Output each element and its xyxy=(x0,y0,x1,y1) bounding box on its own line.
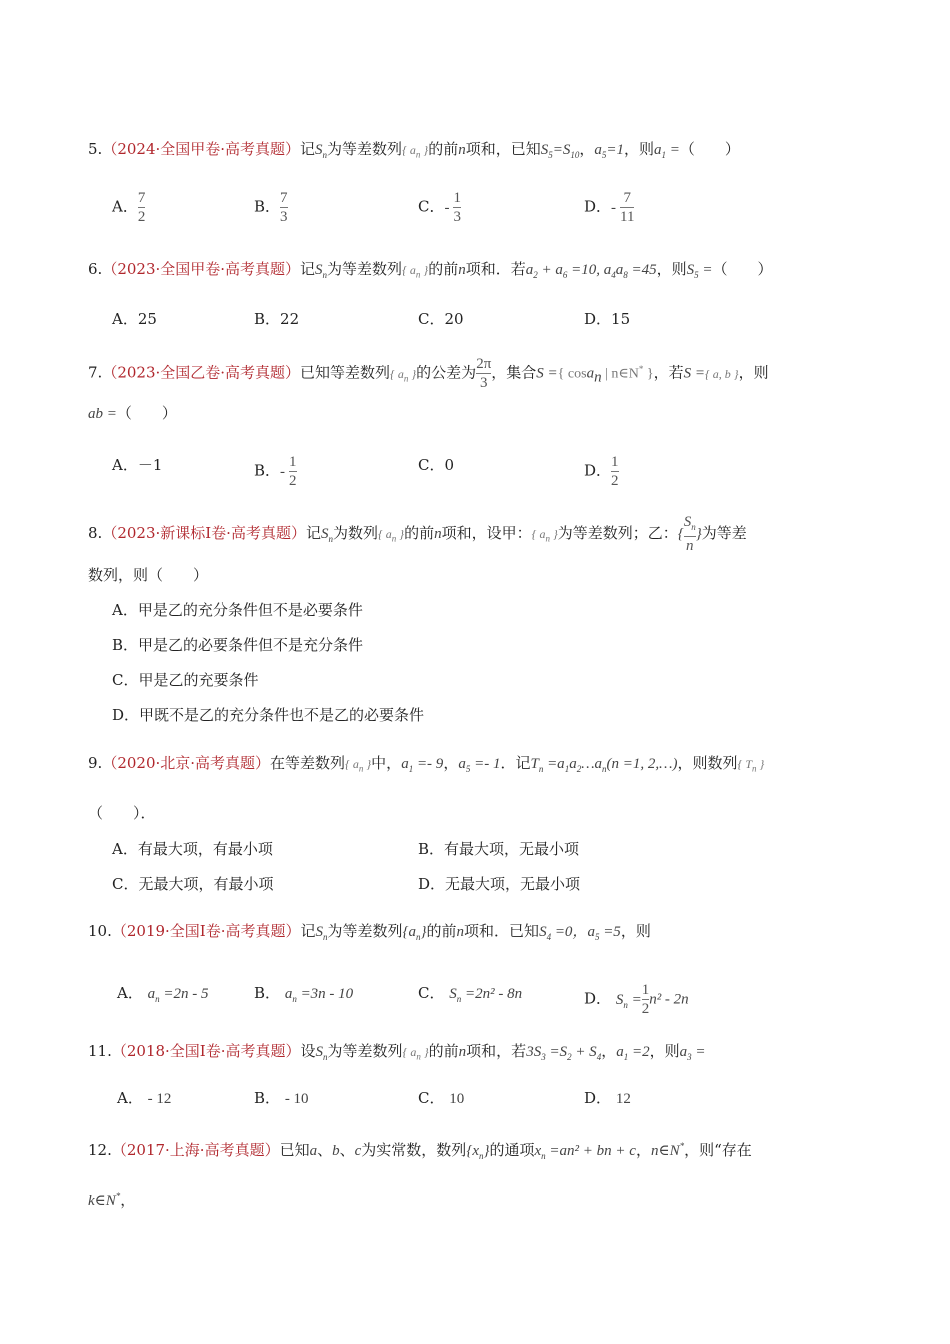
q9-tn: $T_n$ $=a_1a_2\dots a_n(n =1$, 2,…) xyxy=(530,756,678,774)
q10-option-c[interactable]: C． $S_n =2n^2 - 8n$ xyxy=(418,984,523,1004)
q7-option-b[interactable]: B．- $\frac{1}{2}$ xyxy=(254,454,297,489)
q6-option-c[interactable]: C．20 xyxy=(418,310,464,328)
q5-number: 5. xyxy=(88,140,103,158)
q5-ask: $a_1$ = xyxy=(654,142,680,160)
q5-option-d[interactable]: D．- $\frac{7}{11}$ xyxy=(584,190,635,225)
q8-stem: 8.（2023·新课标Ⅰ卷·高考真题）记$S_n$为数列{ $a_n$ }的前n项和，设甲：{ $a_n$ }为等差数列；乙：{ $\frac{S_n}{n}$ }为等差 xyxy=(88,514,747,554)
q11-stem: 11.（2018·全国Ⅰ卷·高考真题）设$S_n$为等差数列{ $a_n$ }的前n项和，若$3S_3 =S_2 + S_4$，$a_1 =2$，则$a_3$ = xyxy=(88,1042,706,1062)
q10-source: （2019·全国Ⅰ卷·高考真题） xyxy=(111,922,301,940)
q5-n: n xyxy=(458,142,466,158)
q8-option-d[interactable]: D．甲既不是乙的充分条件也不是乙的必要条件 xyxy=(112,706,425,724)
q11-source: （2018·全国Ⅰ卷·高考真题） xyxy=(111,1042,301,1060)
q5-source: （2024·全国甲卷·高考真题） xyxy=(102,140,301,158)
q6-condition: $a_2 + a_6 =10$, $a_4a_8 =45$ xyxy=(525,262,657,280)
q7-pi-frac: $\frac{2\pi}{3}$ xyxy=(476,356,492,391)
q12-source: （2017·上海·高考真题） xyxy=(111,1141,280,1159)
q5-option-c[interactable]: C．- $\frac{1}{3}$ xyxy=(418,190,461,225)
q9-stem-line2: （ ）． xyxy=(88,804,156,822)
q7-option-d[interactable]: D． $\frac{1}{2}$ xyxy=(584,454,619,489)
q5-text: 项和，已知 xyxy=(465,140,541,158)
q11-option-d[interactable]: D． 12 xyxy=(584,1089,631,1107)
q9-stem: 9.（2020·北京·高考真题）在等差数列{ $a_n$ }中，$a_1 =- 9$，$a_5 =- 1$．记$T_n$ $=a_1a_2\dots a_n(n =1$, 2,…)，则数列{ $T_n$ } xyxy=(88,754,765,774)
q6-option-b[interactable]: B．22 xyxy=(254,310,300,328)
q7-set: { cosa$_n$ | n∈N* } xyxy=(557,363,654,386)
q5-paren: （ ） xyxy=(679,140,740,158)
q12-stem: 12.（2017·上海·高考真题）已知a、b、c为实常数，数列$\{x_n\}$的通项$x_n =an^2$ + bn + c，n∈N*，则“存在 xyxy=(88,1141,752,1161)
q7-option-c[interactable]: C．0 xyxy=(418,456,455,474)
q5-text: 的前 xyxy=(428,140,459,158)
q5-cond2: $a_5=1$ xyxy=(594,142,624,160)
q7-stem-line2: ab =（ ） xyxy=(88,404,177,422)
q7-option-a[interactable]: A．－1 xyxy=(112,456,163,474)
q5-option-b[interactable]: B． $\frac{7}{3}$ xyxy=(254,190,288,225)
q6-source: （2023·全国甲卷·高考真题） xyxy=(102,260,301,278)
q8-option-a[interactable]: A．甲是乙的充分条件但不是必要条件 xyxy=(112,601,363,619)
q5-an: { $a_n$ } xyxy=(402,143,429,160)
q10-stem: 10.（2019·全国Ⅰ卷·高考真题）记$S_n$为等差数列$\{a_n\}$的前n项和．已知$S_4 =0$，$a_5 =5$，则 xyxy=(88,922,651,942)
q8-option-b[interactable]: B．甲是乙的必要条件但不是充分条件 xyxy=(112,636,364,654)
q9-source: （2020·北京·高考真题） xyxy=(102,754,271,772)
q9-option-d[interactable]: D．无最大项，无最小项 xyxy=(418,875,581,893)
q8-option-c[interactable]: C．甲是乙的充要条件 xyxy=(112,671,259,689)
q11-option-b[interactable]: B． - 10 xyxy=(254,1089,309,1107)
q5-option-a[interactable]: A． $\frac{7}{2}$ xyxy=(112,190,146,225)
q5-sn: $S_n$ xyxy=(315,142,328,160)
q8-sn-over-n: $\frac{S_n}{n}$ xyxy=(683,514,696,554)
q10-option-d[interactable]: D． $S_n$ = $\frac{1}{2}$ n² - 2n xyxy=(584,982,689,1017)
q5-text: 为等差数列 xyxy=(327,140,403,158)
q5-cond1: $S_5=S_{10}$ xyxy=(540,142,580,160)
q10-option-a[interactable]: A． $a_n =2n - 5$ xyxy=(117,984,209,1004)
q5-text: 记 xyxy=(300,140,316,158)
q11-option-a[interactable]: A． - 12 xyxy=(117,1089,172,1107)
q10-option-b[interactable]: B． $a_n =3n - 10$ xyxy=(254,984,354,1004)
q6-option-d[interactable]: D．15 xyxy=(584,310,631,328)
q7-source: （2023·全国乙卷·高考真题） xyxy=(102,363,301,382)
q6-option-a[interactable]: A．25 xyxy=(112,310,157,328)
q5-stem: 5.（2024·全国甲卷·高考真题）记$S_n$为等差数列{ $a_n$ }的前n项和，已知$S_5=S_{10}$，$a_5=1$，则$a_1$ =（ ） xyxy=(88,138,740,166)
q9-option-c[interactable]: C．无最大项，有最小项 xyxy=(112,875,274,893)
q9-option-a[interactable]: A．有最大项，有最小项 xyxy=(112,840,273,858)
q11-option-c[interactable]: C． 10 xyxy=(418,1089,465,1107)
q8-source: （2023·新课标Ⅰ卷·高考真题） xyxy=(102,524,306,542)
q9-option-b[interactable]: B．有最大项，无最小项 xyxy=(418,840,580,858)
q12-stem-line2: k∈N*， xyxy=(88,1191,136,1209)
q7-stem: 7.（2023·全国乙卷·高考真题）已知等差数列{ $a_n$ }的公差为 $\frac{2\pi}{3}$ ，集合S ={ cosa$_n$ | n∈N* }，若S ={ a, b }，则 xyxy=(88,356,769,391)
q8-stem-line2: 数列，则（ ） xyxy=(88,566,209,584)
q6-stem: 6.（2023·全国甲卷·高考真题）记$S_n$为等差数列{ $a_n$ }的前n项和．若$a_2 + a_6 =10$, $a_4a_8 =45$，则$S_5$ =（ ） xyxy=(88,260,773,280)
